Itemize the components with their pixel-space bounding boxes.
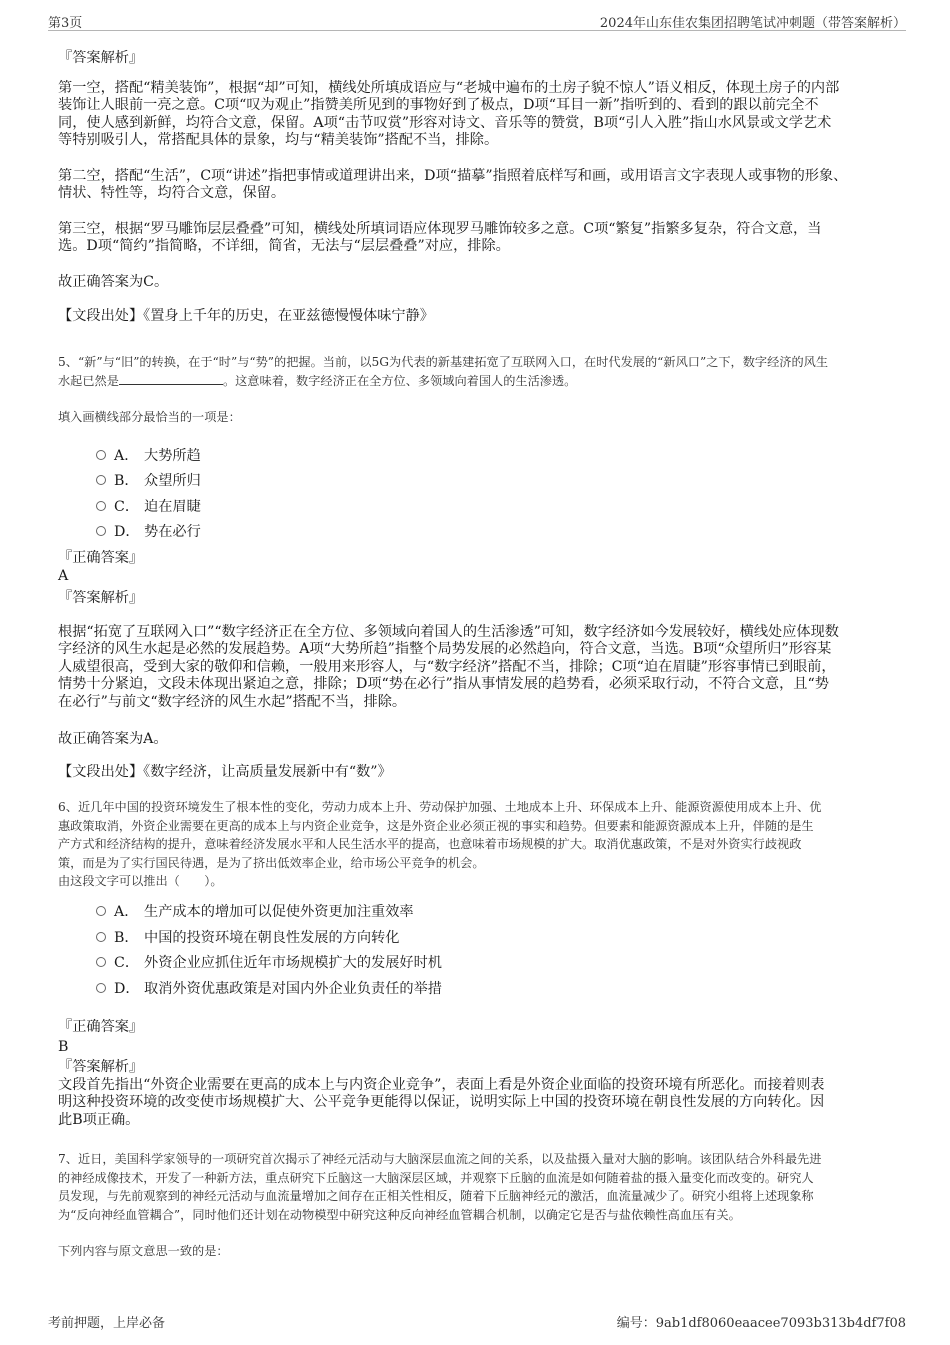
q6-analysis-label: 『答案解析』 bbox=[58, 1059, 144, 1075]
text-line: 6、近几年中国的投资环境发生了根本性的变化，劳动力成本上升、劳动保护加强、土地成本上升、环保成本上升、能源资源使用成本上升、优 bbox=[58, 800, 822, 814]
page-number: 第3页 bbox=[48, 16, 83, 31]
q4-analysis-para2 bbox=[58, 168, 898, 203]
radio-icon[interactable] bbox=[96, 983, 106, 993]
q6-option-c[interactable] bbox=[96, 952, 442, 972]
q5-conclusion: 故正确答案为A。 bbox=[58, 731, 168, 747]
text-line: 装饰让人眼前一亮之意。C项“叹为观止”指赞美所见到的事物好到了极点，D项“耳目一新”指听到的、看到的跟以前完全不 bbox=[58, 97, 819, 114]
radio-icon[interactable] bbox=[96, 906, 106, 916]
text-line: 情状、特性等，均符合文意，保留。 bbox=[58, 185, 286, 202]
text-line: 7、近日，美国科学家领导的一项研究首次揭示了神经元活动与大脑深层血流之间的关系，以及盐摄入量对大脑的影响。该团队结合外科最先进 bbox=[58, 1152, 822, 1166]
option-text: 势在必行 bbox=[144, 524, 201, 540]
q5-prompt: 填入画横线部分最恰当的一项是： bbox=[58, 410, 241, 424]
text-segment: 。这意味着，数字经济正在全方位、多领域向着国人的生活渗透。 bbox=[222, 373, 577, 388]
text-line: 第一空，搭配“精美装饰”，根据“却”可知，横线处所填成语应与“老城中遍布的土房子貌不惊人”语义相反，体现土房子的内部 bbox=[58, 80, 840, 96]
text-line: 文段首先指出“外资企业需要在更高的成本上与内资企业竞争”，表面上看是外资企业面临的投资环境有所恶化。而接着则表 bbox=[58, 1077, 825, 1093]
text-line: 由这段文字可以推出（ ）。 bbox=[58, 874, 223, 888]
q6-analysis bbox=[58, 1077, 898, 1129]
text-line: 情势十分紧迫，文段未体现出紧迫之意，排除；D项“势在必行”指从事情发展的趋势看，必须采取行动，不符合文意，且“势 bbox=[58, 676, 829, 693]
text-line: 第三空，根据“罗马雕饰层层叠叠”可知，横线处所填词语应体现罗马雕饰较多之意。C项“繁复”指繁多复杂，符合文意，当 bbox=[58, 221, 822, 237]
document-title: 2024年山东佳农集团招聘笔试冲刺题（带答案解析） bbox=[599, 16, 906, 31]
text-line: 人威望很高，受到大家的敬仰和信赖，一般用来形容人，与“数字经济”搭配不当，排除；C项“迫在眉睫”形容事情已到眼前， bbox=[58, 658, 836, 675]
q6-answer: B bbox=[58, 1039, 69, 1055]
q6-option-a[interactable] bbox=[96, 901, 414, 921]
q5-option-b[interactable] bbox=[96, 470, 201, 490]
q4-analysis-label: 『答案解析』 bbox=[58, 50, 144, 66]
text-line: 的神经成像技术，开发了一种新方法，重点研究下丘脑这一大脑深层区域，并观察下丘脑的血流是如何随着盐的摄入量变化而改变的。研究人 bbox=[58, 1170, 814, 1185]
q5-option-a[interactable] bbox=[96, 445, 201, 465]
footer-slogan: 考前押题，上岸必备 bbox=[48, 1316, 166, 1331]
footer-doc-id: 编号：9ab1df8060eaacee7093b313b4df7f08 bbox=[616, 1316, 906, 1331]
option-key: A． bbox=[114, 904, 139, 920]
radio-icon[interactable] bbox=[96, 501, 106, 511]
text-line: 此B项正确。 bbox=[58, 1111, 140, 1128]
option-key: D． bbox=[114, 981, 140, 997]
q4-analysis-para3 bbox=[58, 221, 898, 256]
option-text: 中国的投资环境在朝良性发展的方向转化 bbox=[144, 930, 400, 946]
q5-analysis-label: 『答案解析』 bbox=[58, 590, 144, 606]
text-line bbox=[58, 372, 898, 391]
q5-analysis bbox=[58, 624, 898, 711]
q6-option-d[interactable] bbox=[96, 978, 442, 998]
page-header bbox=[48, 8, 906, 31]
radio-icon[interactable] bbox=[96, 450, 106, 460]
option-key: C． bbox=[114, 955, 140, 971]
option-text: 取消外资优惠政策是对国内外企业负责任的举措 bbox=[144, 981, 442, 997]
option-key: B． bbox=[114, 473, 139, 489]
radio-icon[interactable] bbox=[96, 475, 106, 485]
option-text: 众望所归 bbox=[144, 473, 201, 489]
option-key: D． bbox=[114, 524, 140, 540]
q5-source: 【文段出处】《数字经济，让高质量发展新中有“数”》 bbox=[58, 764, 392, 780]
text-line: 产方式和经济结构的提升，意味着经济发展水平和人民生活水平的提高，也意味着市场规模的扩大。取消优惠政策，不是对外资实行歧视政 bbox=[58, 837, 802, 851]
q4-source: 【文段出处】《置身上千年的历史，在亚兹德慢慢体味宁静》 bbox=[58, 308, 434, 324]
option-text: 迫在眉睫 bbox=[144, 499, 201, 515]
q5-answer-label: 『正确答案』 bbox=[58, 550, 144, 566]
text-line: 选。D项“简约”指简略，不详细，简省，无法与“层层叠叠”对应，排除。 bbox=[58, 238, 510, 255]
radio-icon[interactable] bbox=[96, 932, 106, 942]
option-text: 大势所趋 bbox=[144, 448, 201, 464]
q5-option-c[interactable] bbox=[96, 496, 201, 516]
option-key: A． bbox=[114, 448, 139, 464]
text-line: 字经济的风生水起是必然的发展趋势。A项“大势所趋”指整个局势发展的必然趋向，符合文意，当选。B项“众望所归”形容某 bbox=[58, 641, 832, 658]
q4-analysis-para1 bbox=[58, 80, 898, 150]
q7-stem bbox=[58, 1150, 898, 1224]
q6-option-b[interactable] bbox=[96, 927, 399, 947]
page-footer bbox=[48, 1312, 906, 1331]
text-line: 同，使人感到新鲜，均符合文意，保留。A项“击节叹赏”形容对诗文、音乐等的赞赏，B项“引人入胜”指山水风景或文学艺术 bbox=[58, 114, 832, 131]
text-line: 策，而是为了实行国民待遇，是为了挤出低效率企业，给市场公平竞争的机会。 bbox=[58, 855, 485, 870]
q5-stem bbox=[58, 353, 898, 390]
q6-stem bbox=[58, 798, 898, 891]
text-line: 在必行”与前文“数字经济的风生水起”搭配不当，排除。 bbox=[58, 693, 407, 710]
option-key: C． bbox=[114, 499, 140, 515]
q7-prompt: 下列内容与原文意思一致的是： bbox=[58, 1244, 229, 1258]
option-key: B． bbox=[114, 930, 139, 946]
text-line: 明这种投资环境的改变使市场规模扩大、公平竞争更能得以保证，说明实际上中国的投资环境在朝良性发展的方向转化。因 bbox=[58, 1094, 825, 1111]
text-line: 为“反向神经血管耦合”，同时他们还计划在动物模型中研究这种反向神经血管耦合机制，以确定它是否与盐依赖性高血压有关。 bbox=[58, 1207, 741, 1222]
q4-conclusion: 故正确答案为C。 bbox=[58, 274, 169, 290]
text-line: 等特别吸引人，常搭配具体的景象，均与“精美装饰”搭配不当，排除。 bbox=[58, 132, 499, 149]
text-line: 惠政策取消，外资企业需要在更高的成本上与内资企业竞争，这是外资企业必须正视的事实和趋势。但要素和能源资源成本上升，伴随的是生 bbox=[58, 818, 814, 833]
text-segment: 水起已然是 bbox=[58, 373, 119, 388]
fill-in-blank bbox=[119, 372, 223, 385]
q6-answer-label: 『正确答案』 bbox=[58, 1019, 144, 1035]
text-line: 根据“拓宽了互联网入口”“数字经济正在全方位、多领域向着国人的生活渗透”可知，数字经济如今发展较好，横线处应体现数 bbox=[58, 624, 839, 640]
option-text: 生产成本的增加可以促使外资更加注重效率 bbox=[144, 904, 414, 920]
text-line: 第二空，搭配“生活”，C项“讲述”指把事情或道理讲出来，D项“描摹”指照着底样写和画，或用语言文字表现人或事物的形象、 bbox=[58, 168, 848, 184]
radio-icon[interactable] bbox=[96, 526, 106, 536]
option-text: 外资企业应抓住近年市场规模扩大的发展好时机 bbox=[144, 955, 442, 971]
radio-icon[interactable] bbox=[96, 957, 106, 967]
text-line: 员发现，与先前观察到的神经元活动与血流量增加之间存在正相关性相反，随着下丘脑神经元的激活，血流量减少了。研究小组将上述现象称 bbox=[58, 1189, 814, 1203]
q5-option-d[interactable] bbox=[96, 521, 201, 541]
q5-answer: A bbox=[58, 568, 69, 584]
text-line: 5、“新”与“旧”的转换，在于“时”与“势”的把握。当前，以5G为代表的新基建拓宽了互联网入口，在时代发展的“新风口”之下，数字经济的风生 bbox=[58, 355, 829, 369]
